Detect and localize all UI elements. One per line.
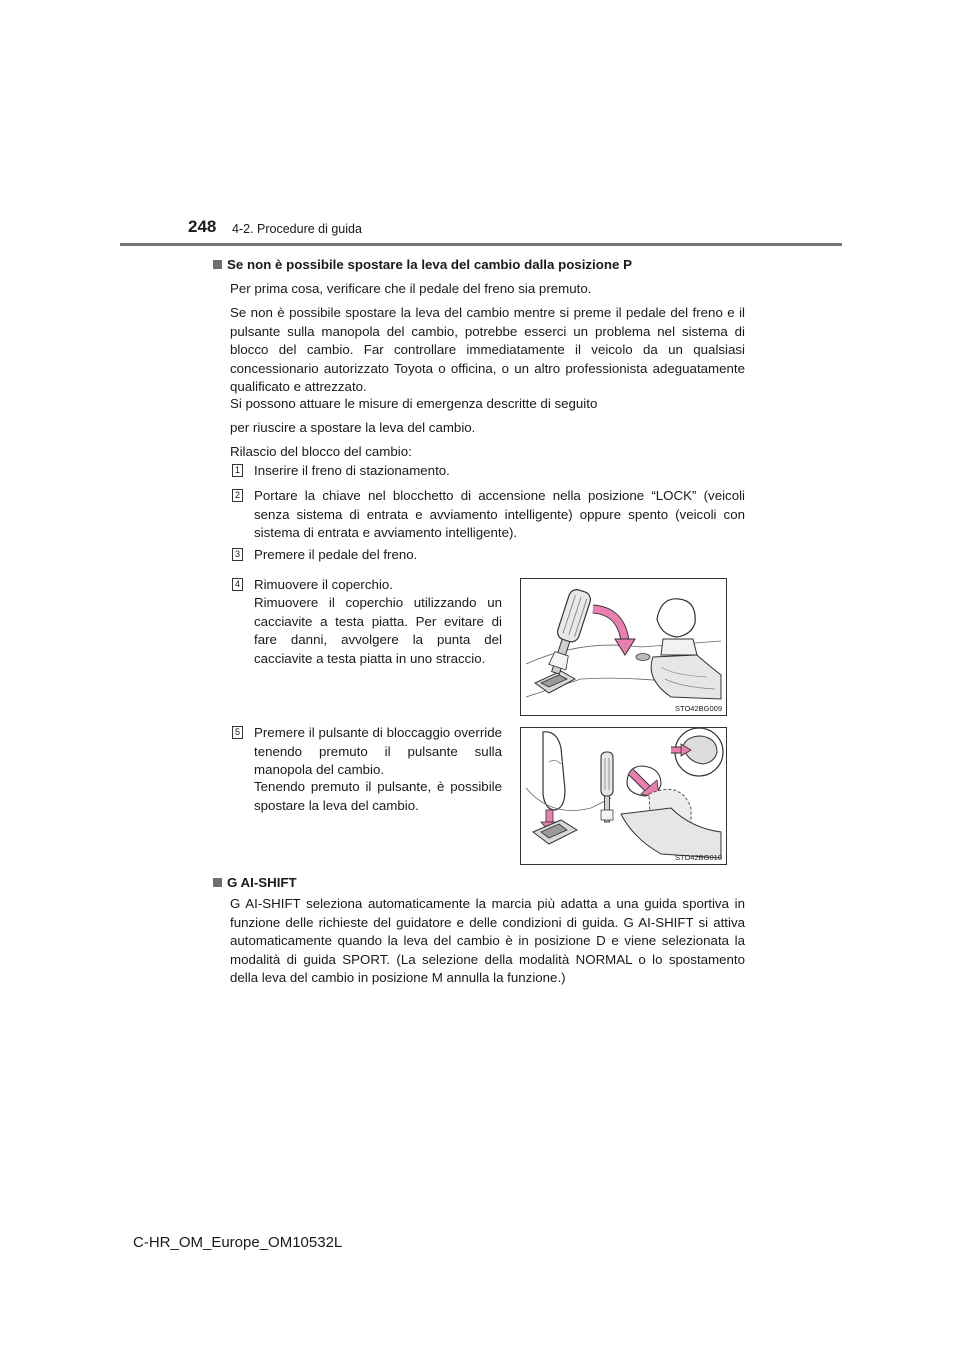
paragraph: Per prima cosa, verificare che il pedale del freno sia premuto. [230,281,592,296]
figure-override-button [520,727,727,865]
header-rule [120,243,842,246]
document-id: C-HR_OM_Europe_OM10532L [133,1234,343,1251]
step-subtext: Rimuovere il coperchio utilizzando un cacciavite a testa piatta. Per evitare di fare danni, avvolgere la punta del cacciavite a testa piatta in uno straccio. [254,595,502,666]
paragraph: G AI-SHIFT seleziona automaticamente la marcia più adatta a una guida sportiva in funzione delle richieste del guidatore e delle condizioni di guida. G AI-SHIFT si attiva automaticamente quando la leva del cambio è in posizione D e viene selezionata la modalità di guida SPORT. (La selezione della modalità NORMAL o lo spostamento della leva del cambio in posizione M annulla la funzione.) [230,896,745,985]
page-number: 248 [188,217,217,236]
section-heading-text: G AI-SHIFT [227,875,297,890]
figure-cover-removal [520,578,727,716]
screwdriver-cover-illustration [521,579,726,715]
step-number: 4 [232,578,243,591]
step-text: Premere il pulsante di bloccaggio override tenendo premuto il pulsante sulla manopola del cambio. [254,725,502,777]
paragraph: Rilascio del blocco del cambio: [230,444,412,459]
step-number: 5 [232,726,243,739]
square-bullet-icon [213,260,222,269]
step-text: Portare la chiave nel blocchetto di accensione nella posizione “LOCK” (veicoli senza sistema di entrata e avviamento intelligente) oppure spento (veicoli con sistema di entrata e avviamento intelligente). [254,488,745,540]
step-number: 2 [232,489,243,502]
step-text: Inserire il freno di stazionamento. [254,463,450,478]
section-heading [213,256,632,275]
section-heading-text: Se non è possibile spostare la leva del cambio dalla posizione P [227,257,632,272]
section-title: 4-2. Procedure di guida [232,222,362,236]
section-heading [213,874,297,893]
paragraph: per riuscire a spostare la leva del cambio. [230,420,476,435]
paragraph: Si possono attuare le misure di emergenza descritte di seguito [230,396,598,411]
square-bullet-icon [213,878,222,887]
step-text: Premere il pedale del freno. [254,547,418,562]
figure-code: STO42BG010 [675,853,722,862]
step-number: 1 [232,464,243,477]
figure-code: STO42BG009 [675,704,722,713]
step-text: Rimuovere il coperchio. [254,577,393,592]
step-number: 3 [232,548,243,561]
step-subtext: Tenendo premuto il pulsante, è possibile spostare la leva del cambio. [254,779,502,813]
override-button-illustration [521,728,726,864]
paragraph: Se non è possibile spostare la leva del cambio mentre si preme il pedale del freno e il pulsante sulla manopola del cambio, potrebbe esserci un problema nel sistema di blocco del cambio. Far controllare immediatamente il veicolo da un qualsiasi concessionario autorizzato Toyota o officina, o un altro professionista adeguatamente qualificato e attrezzato. [230,305,745,394]
